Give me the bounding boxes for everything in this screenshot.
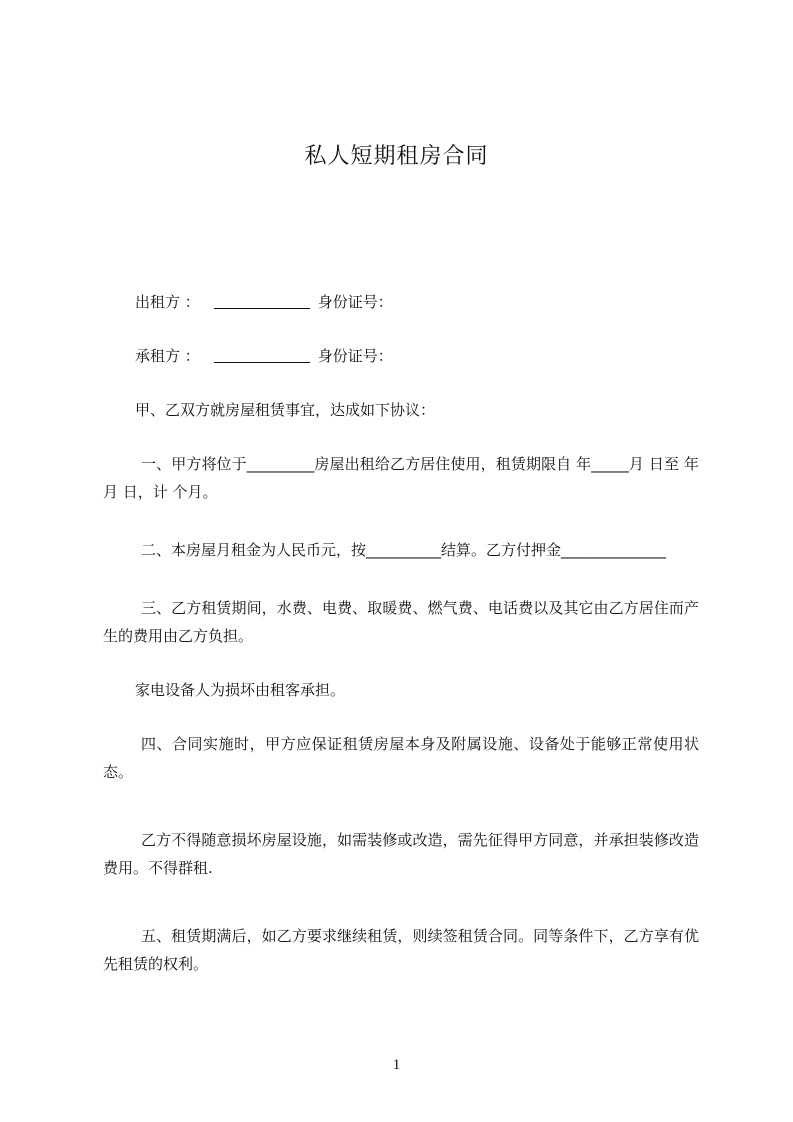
clause-5: 五、租赁期满后，如乙方要求继续租赁，则续签租赁合同。同等条件下，乙方享有优先租赁的权利。 bbox=[103, 927, 699, 973]
document-title: 私人短期租房合同 bbox=[304, 144, 489, 169]
page-number: 1 bbox=[392, 1057, 401, 1073]
lessee-label: 承租方 ： bbox=[135, 347, 200, 365]
clause-2: 二、本房屋月租金为人民币元，按__________结算。乙方付押金______________ bbox=[141, 541, 667, 559]
lessor-name-blank bbox=[214, 292, 310, 309]
document-body bbox=[103, 288, 699, 978]
clause-4-renovation-note: 乙方不得随意损坏房屋设施，如需装修或改造，需先征得甲方同意，并承担装修改造费用。不得群租. bbox=[103, 831, 699, 877]
lessor-label: 出租方 ： bbox=[135, 293, 200, 311]
lessee-name-blank bbox=[214, 346, 310, 363]
agreement-intro: 甲、乙双方就房屋租赁事宜，达成如下协议： bbox=[135, 401, 436, 419]
clause-3: 三、乙方租赁期间，水费、电费、取暖费、燃气费、电话费以及其它由乙方居住而产生的费用由乙方负担。 bbox=[103, 599, 699, 645]
clause-3-appliance-note: 家电设备人为损坏由租客承担。 bbox=[135, 681, 346, 699]
lessor-line bbox=[103, 288, 699, 316]
lessor-id-label: 身份证号： bbox=[317, 293, 393, 311]
clause-1: 一、甲方将位于_________房屋出租给乙方居住使用，租赁期限自 年_____月 日至 年 月 日，计 个月。 bbox=[103, 455, 699, 501]
lessee-id-label: 身份证号： bbox=[317, 347, 393, 365]
lessee-line bbox=[103, 342, 699, 370]
clause-4: 四、合同实施时，甲方应保证租赁房屋本身及附属设施、设备处于能够正常使用状态。 bbox=[103, 735, 699, 781]
